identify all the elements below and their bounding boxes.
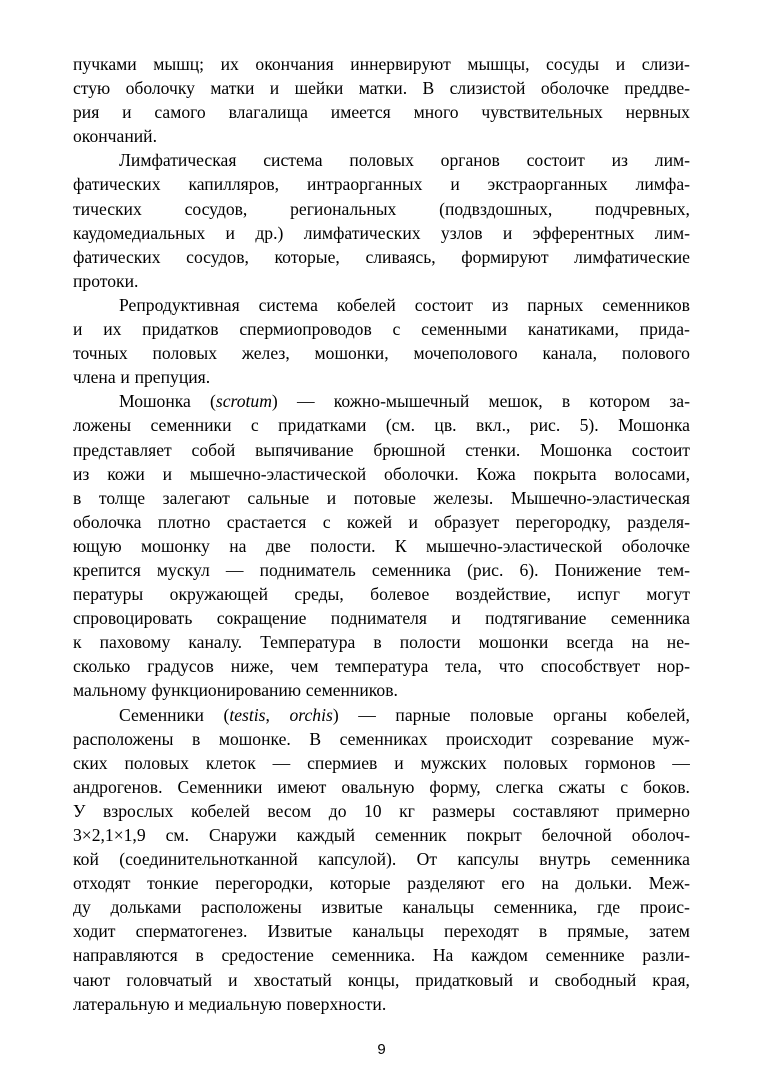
text-line: точных половых желез, мошонки, мочеполового канала, полового <box>73 343 690 364</box>
text-line: фатических сосудов, которые, сливаясь, формируют лимфатические <box>73 246 690 267</box>
paragraph <box>73 52 690 148</box>
text-line: сколько градусов ниже, чем температура тела, что способствует нор- <box>73 656 690 677</box>
paragraph <box>73 148 690 293</box>
page-body <box>73 52 690 1016</box>
text-line: фатических капилляров, интраорганных и экстраорганных лимфа- <box>73 174 690 195</box>
text-line: Мошонка (scrotum) — кожно-мышечный мешок, в котором за- <box>119 391 690 412</box>
text-line: представляет собой выпячивание брюшной стенки. Мошонка состоит <box>73 439 690 460</box>
text-line: расположены в мошонке. В семенниках происходит созревание муж- <box>73 728 690 749</box>
text-line: в толще залегают сальные и потовые железы. Мышечно-эластическая <box>73 487 690 508</box>
text-line: члена и препуция. <box>73 367 211 388</box>
text-line: мальному функционированию семенников. <box>73 680 398 701</box>
text-line: оболочка плотно срастается с кожей и образует перегородку, разделя- <box>73 511 690 532</box>
text-line: рия и самого влагалища имеется много чувствительных нервных <box>73 102 690 123</box>
text-line: Лимфатическая система половых органов состоит из лим- <box>119 150 690 171</box>
text-line: протоки. <box>73 270 139 291</box>
text-line: каудомедиальных и др.) лимфатических узлов и эфферентных лим- <box>73 222 690 243</box>
text-line: чают головчатый и хвостатый концы, придатковый и свободный края, <box>73 969 690 990</box>
text-line: направляются в средостение семенника. На каждом семеннике разли- <box>73 945 690 966</box>
page-number: 9 <box>377 1041 386 1058</box>
text-line: ду дольками расположены извитые канальцы семенника, где проис- <box>73 897 690 918</box>
text-line: отходят тонкие перегородки, которые разделяют его на дольки. Меж- <box>73 873 690 894</box>
text-line: к паховому каналу. Температура в полости мошонки всегда на не- <box>73 632 690 653</box>
text-line: Семенники (testis, orchis) — парные половые органы кобелей, <box>119 704 690 725</box>
text-line: андрогенов. Семенники имеют овальную форму, слегка сжаты с боков. <box>73 776 690 797</box>
text-line: тических сосудов, региональных (подвздошных, подчревных, <box>73 198 690 219</box>
text-line: и их придатков спермиопроводов с семенными канатиками, прида- <box>73 319 690 340</box>
text-line: крепится мускул — подниматель семенника (рис. 6). Понижение тем- <box>73 559 690 580</box>
text-line: ющую мошонку на две полости. К мышечно-эластической оболочке <box>73 535 690 556</box>
text-line: ских половых клеток — спермиев и мужских половых гормонов — <box>73 752 690 773</box>
text-line: пучками мышц; их окончания иннервируют мышцы, сосуды и слизи- <box>73 54 690 74</box>
text-line: 3×2,1×1,9 см. Снаружи каждый семенник покрыт белочной оболоч- <box>73 825 690 845</box>
text-line: У взрослых кобелей весом до 10 кг размеры составляют примерно <box>73 800 690 821</box>
text-line: спровоцировать сокращение поднимателя и подтягивание семенника <box>73 608 690 629</box>
text-line: Репродуктивная система кобелей состоит из парных семенников <box>119 294 690 315</box>
paragraph <box>73 703 690 1016</box>
paragraph <box>73 293 690 389</box>
text-line: окончаний. <box>73 126 157 147</box>
text-line: ходит сперматогенез. Извитые канальцы переходят в прямые, затем <box>73 921 690 942</box>
text-line: пературы окружающей среды, болевое воздействие, испуг могут <box>73 584 690 605</box>
text-line: кой (соединительнотканной капсулой). От капсулы внутрь семенника <box>73 849 690 870</box>
text-line: стую оболочку матки и шейки матки. В слизистой оболочке преддве- <box>73 78 690 99</box>
text-line: латеральную и медиальную поверхности. <box>73 993 387 1014</box>
text-line: ложены семенники с придатками (см. цв. вкл., рис. 5). Мошонка <box>73 415 690 436</box>
text-line: из кожи и мышечно-эластической оболочки. Кожа покрыта волосами, <box>73 463 690 484</box>
paragraph <box>73 389 690 702</box>
